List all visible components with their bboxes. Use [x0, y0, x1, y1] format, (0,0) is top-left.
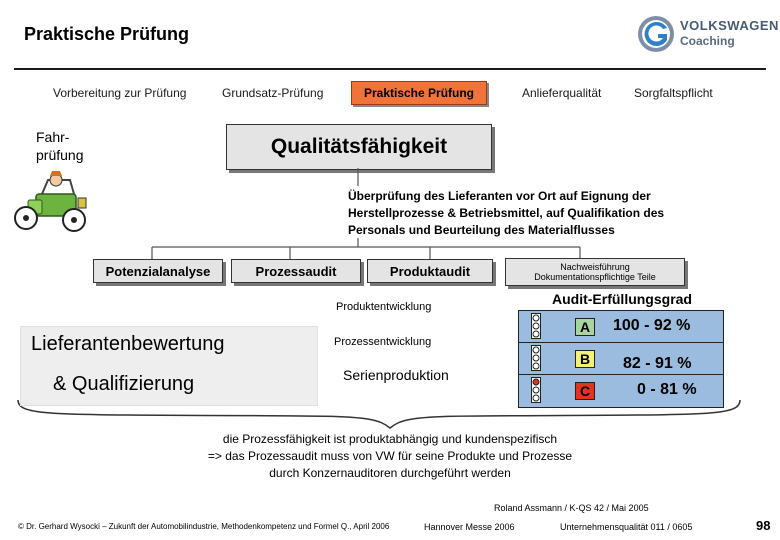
audit-grade-panel — [518, 310, 724, 408]
footer-series: Unternehmensqualität 011 / 0605 — [560, 522, 693, 532]
grade-range-c: 0 - 81 % — [637, 381, 697, 398]
pruefung-description — [348, 188, 664, 239]
conclusion-line2: => das Prozessaudit muss von VW für seine Produkte und Prozesse — [207, 449, 573, 463]
serienproduktion-label: Serienproduktion — [343, 367, 449, 383]
footer-event: Hannover Messe 2006 — [424, 522, 515, 532]
grade-letter-b: B — [575, 350, 595, 368]
grade-range-b: 82 - 91 % — [623, 355, 692, 372]
produktentwicklung-label: Produktentwicklung — [336, 301, 432, 313]
description-line2: Herstellprozesse & Betriebsmittel, auf Qualifikation des — [348, 206, 665, 220]
produktaudit-box: Produktaudit — [367, 259, 493, 283]
conclusion-text — [160, 431, 620, 482]
qualitaetsfaehigkeit-box: Qualitätsfähigkeit — [226, 124, 492, 170]
lieferantenbewertung-box — [20, 326, 318, 406]
page-title: Praktische Prüfung — [24, 24, 190, 44]
grade-row-a — [519, 311, 723, 343]
logo-text-volkswagen: VOLKSWAGEN — [680, 18, 779, 33]
grade-letter-c: C — [575, 382, 595, 400]
conclusion-line1: die Prozessfähigkeit ist produktabhängig und kundenspezifisch — [222, 432, 558, 446]
lieferantenbewertung-line1: Lieferantenbewertung — [31, 333, 225, 355]
conclusion-line3: durch Konzernauditoren durchgeführt werden — [269, 466, 511, 480]
description-line3: Personals und Beurteilung des Materialflusses — [348, 223, 615, 237]
prozessaudit-box: Prozessaudit — [231, 259, 361, 283]
grade-letter-a: A — [575, 318, 595, 336]
tab-vorbereitung[interactable]: Vorbereitung zur Prüfung — [53, 86, 187, 100]
potenzialanalyse-box: Potenzialanalyse — [93, 259, 223, 283]
description-line1: Überprüfung des Lieferanten vor Ort auf Eignung der — [348, 189, 651, 203]
traffic-light-icon — [531, 313, 541, 339]
author-line: Roland Assmann / K-QS 42 / Mai 2005 — [494, 503, 649, 513]
tab-anlieferqualitaet[interactable]: Anlieferqualität — [522, 86, 602, 100]
page-number: 98 — [756, 518, 771, 533]
grade-row-c — [519, 375, 723, 406]
lieferantenbewertung-line2: & Qualifizierung — [53, 373, 195, 395]
traffic-light-icon — [531, 377, 541, 403]
footer-copyright: © Dr. Gerhard Wysocki – Zukunft der Automobilindustrie, Methodenkompetenz und Formel Q., April 2006 — [18, 522, 390, 531]
tab-sorgfaltspflicht[interactable]: Sorgfaltspflicht — [634, 86, 713, 100]
tab-grundsatz-pruefung[interactable]: Grundsatz-Prüfung — [222, 86, 324, 100]
logo-text-coaching: Coaching — [680, 34, 735, 48]
nachweisfuehrung-line2: Dokumentationspflichtige Teile — [534, 272, 656, 282]
fahrpruefung-line1: Fahr- — [36, 129, 70, 145]
fahrpruefung-line2: prüfung — [36, 147, 84, 163]
audit-erfuellungsgrad-title: Audit-Erfüllungsgrad — [552, 291, 692, 307]
traffic-light-icon — [531, 345, 541, 371]
nachweisfuehrung-line1: Nachweisführung — [560, 262, 630, 272]
nachweisfuehrung-box — [505, 258, 685, 286]
grade-range-a: 100 - 92 % — [613, 317, 691, 334]
grade-row-b — [519, 343, 723, 375]
tab-praktische-pruefung[interactable]: Praktische Prüfung — [351, 81, 487, 105]
prozessentwicklung-label: Prozessentwicklung — [334, 336, 432, 348]
